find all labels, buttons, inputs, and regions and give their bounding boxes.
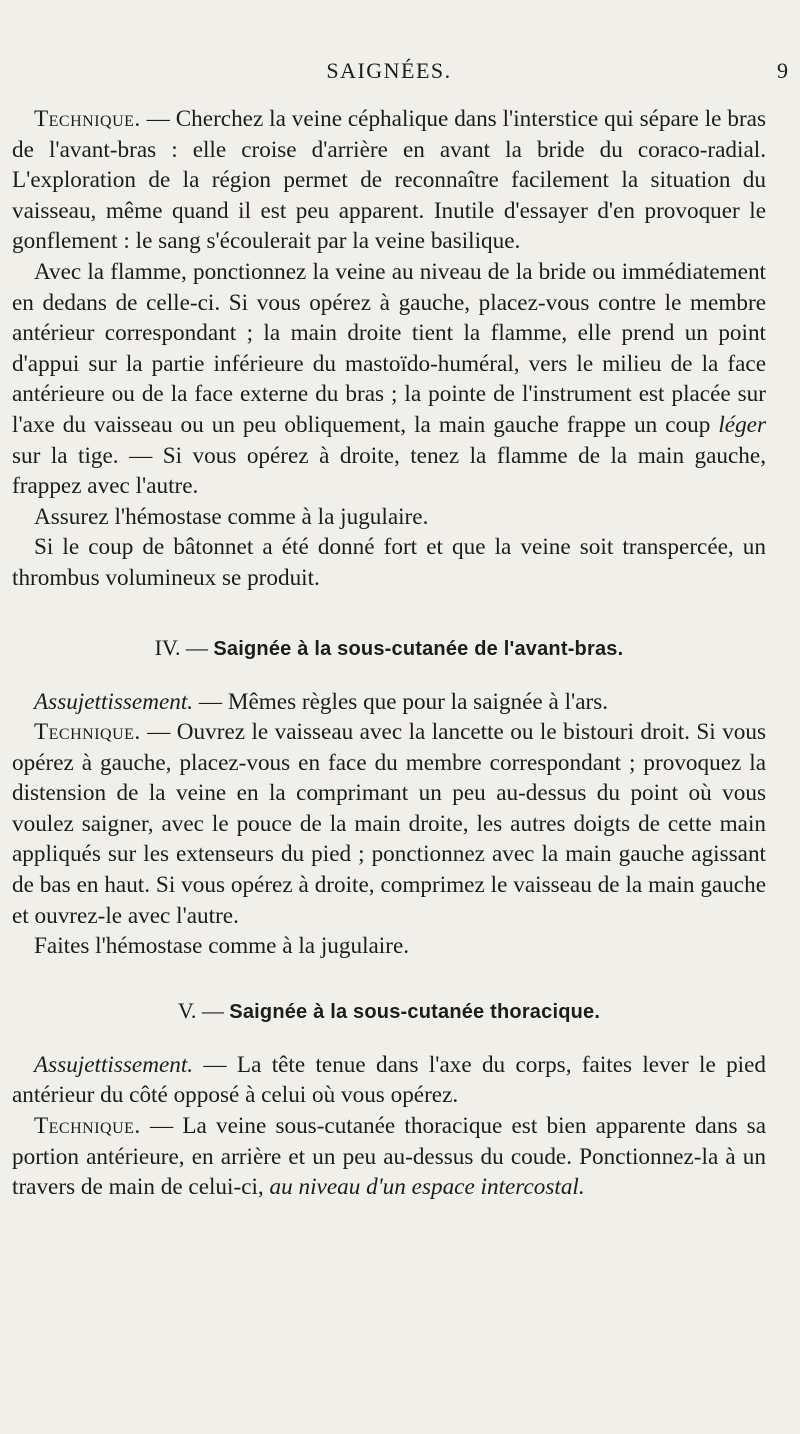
running-title: SAIGNÉES. [326,58,452,83]
section-iv-title: Saignée à la sous-cutanée de l'avant-bras. [213,637,624,660]
page-number: 9 [777,58,788,83]
assujettissement-text: — La tête tenue dans l'axe du corps, faites lever le pied antérieur du côté opposé à celui où vous opérez. [12,1051,766,1109]
assujettissement-label: Assujettissement. [34,688,194,715]
section-v-heading [12,996,766,1027]
technique-label: Technique. [34,1113,141,1140]
flamme-emphasis: léger [718,411,766,438]
technique-label: Technique. [34,719,141,746]
flamme-text-before: Avec la flamme, ponctionnez la veine au niveau de la bride ou immédiatement en dedans de celle-ci. Si vous opérez à gauche, placez-vous contre le membre antérieur correspondant ; la main droite tient la flamme, elle prend un point d'appui sur la partie inférieure du mastoïdo-huméral, vers le milieu de la face antérieure ou de la face externe du bras ; la pointe de l'instrument est placée sur l'axe du vaisseau ou un peu obliquement, la main gauche frappe un coup [12,258,766,438]
technique-text-before: — La veine sous-cutanée thoracique est bien apparente dans sa portion antérieure, en arrière et un peu au-dessus du coude. Ponctionnez-la à un travers de main de celui-ci, [12,1113,766,1201]
flamme-paragraph [12,257,766,502]
hemostase-paragraph-section-iv: Faites l'hémostase comme à la jugulaire. [34,933,410,960]
assujettissement-paragraph-section-v [12,1050,766,1111]
section-iv-number: IV. — [154,634,209,660]
assujettissement-label: Assujettissement. [34,1051,194,1078]
technique-paragraph-section-iv [12,717,766,931]
technique-paragraph-section-iii [12,104,766,257]
hemostase-paragraph-section-iii: Assurez l'hémostase comme à la jugulaire. [34,503,429,530]
flamme-text-after: sur la tige. — Si vous opérez à droite, tenez la flamme de la main gauche, frappez avec l'autre. [12,442,766,500]
technique-text: — Cherchez la veine céphalique dans l'interstice qui sépare le bras de l'avant-bras : elle croise d'arrière en avant la bride du coraco-radial. L'exploration de la région permet de reconnaître facilement la situation du vaisseau, même quand il est peu apparent. Inutile d'essayer d'en provoquer le gonflement : le sang s'écoulerait par la veine basilique. [12,106,766,255]
page-content [12,104,766,1203]
section-v-title: Saignée à la sous-cutanée thoracique. [229,1000,601,1023]
assujettissement-text: — Mêmes règles que pour la saignée à l'ars. [193,688,609,715]
technique-paragraph-section-v [12,1111,766,1203]
thrombus-paragraph: Si le coup de bâtonnet a été donné fort et que la veine soit transpercée, un thrombus volumineux se produit. [12,534,766,591]
assujettissement-paragraph-section-iv [12,687,766,718]
technique-emphasis: au niveau d'un espace intercostal. [269,1174,585,1201]
running-head [12,0,788,83]
section-iv-heading [12,633,766,664]
technique-label: Technique. [34,106,141,132]
technique-text: — Ouvrez le vaisseau avec la lancette ou le bistouri droit. Si vous opérez à gauche, placez-vous en face du membre correspondant ; provoquez la distension de la veine en la comprimant un peu au-dessus du point où vous voulez saigner, avec le pouce de la main droite, les autres doigts de cette main appliqués sur les extenseurs du pied ; ponctionnez avec la main gauche agissant de bas en haut. Si vous opérez à droite, comprimez le vaisseau de la main gauche et ouvrez-le avec l'autre. [12,719,766,929]
section-v-number: V. — [177,997,224,1023]
